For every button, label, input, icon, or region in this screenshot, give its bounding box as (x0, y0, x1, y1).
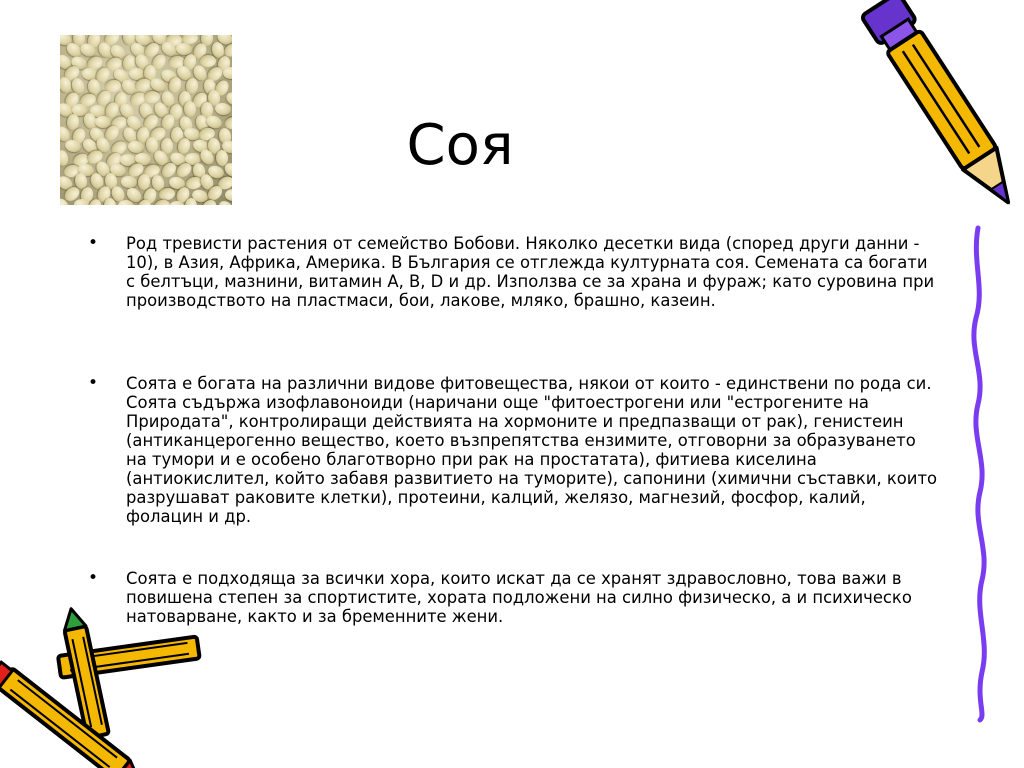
bullet-item (88, 234, 938, 310)
soybeans-photo (60, 35, 232, 205)
soybean (185, 198, 197, 205)
bullet-text: Соята е подходяща за всички хора, които искат да се хранят здравословно, това важи в повишена степен за спортистите, хората подложени на силно физическо, а и психическо натоварване, както и за бременните жени. (126, 569, 912, 626)
bullet-item (88, 569, 938, 626)
bullet-marker: • (88, 373, 99, 393)
bullet-text: Род тревисти растения от семейство Бобови. Няколко десетки вида (според други данни - 10), в Азия, Африка, Америка. В България се отглежда културната соя. Семената са богати с белтъци, мазнини, витамин А, В, D и др. Използва се за храна и фураж; като суровина при производството на пластмаси, бои, лакове, мляко, брашно, казеин. (126, 234, 935, 310)
squiggle-line (974, 228, 984, 720)
bullet-marker: • (88, 233, 99, 253)
soybean (214, 102, 232, 117)
bullet-marker: • (88, 568, 99, 588)
crayons-icon (0, 606, 200, 768)
bullet-text: Соята е богата на различни видове фитовещества, някои от които - единствени по рода си. Соята съдържа изофлавоноиди (наричани още "фитоестрогени или "естрогените на Природата", контролиращи действията на хормоните и предпазващи от рак), генистеин (антиканцерогенно вещество, което възпрепятства ензимите, отговорни за образуването на тумори и е особено благотворно при рак на простатата), фитиева киселина (антиокислител, който забавя развитието на туморите), сапонини (химични съставки, които разрушават раковите клетки), протеини, калций, желязо, магнезий, фосфор, калий, фолацин и др. (126, 374, 938, 526)
slide-title: Соя (406, 113, 514, 178)
soybean (225, 189, 232, 201)
pencil-icon (861, 0, 1024, 214)
bullet-item (88, 374, 938, 526)
soybean (223, 67, 232, 79)
soybean (120, 175, 137, 188)
soybean (60, 149, 70, 167)
